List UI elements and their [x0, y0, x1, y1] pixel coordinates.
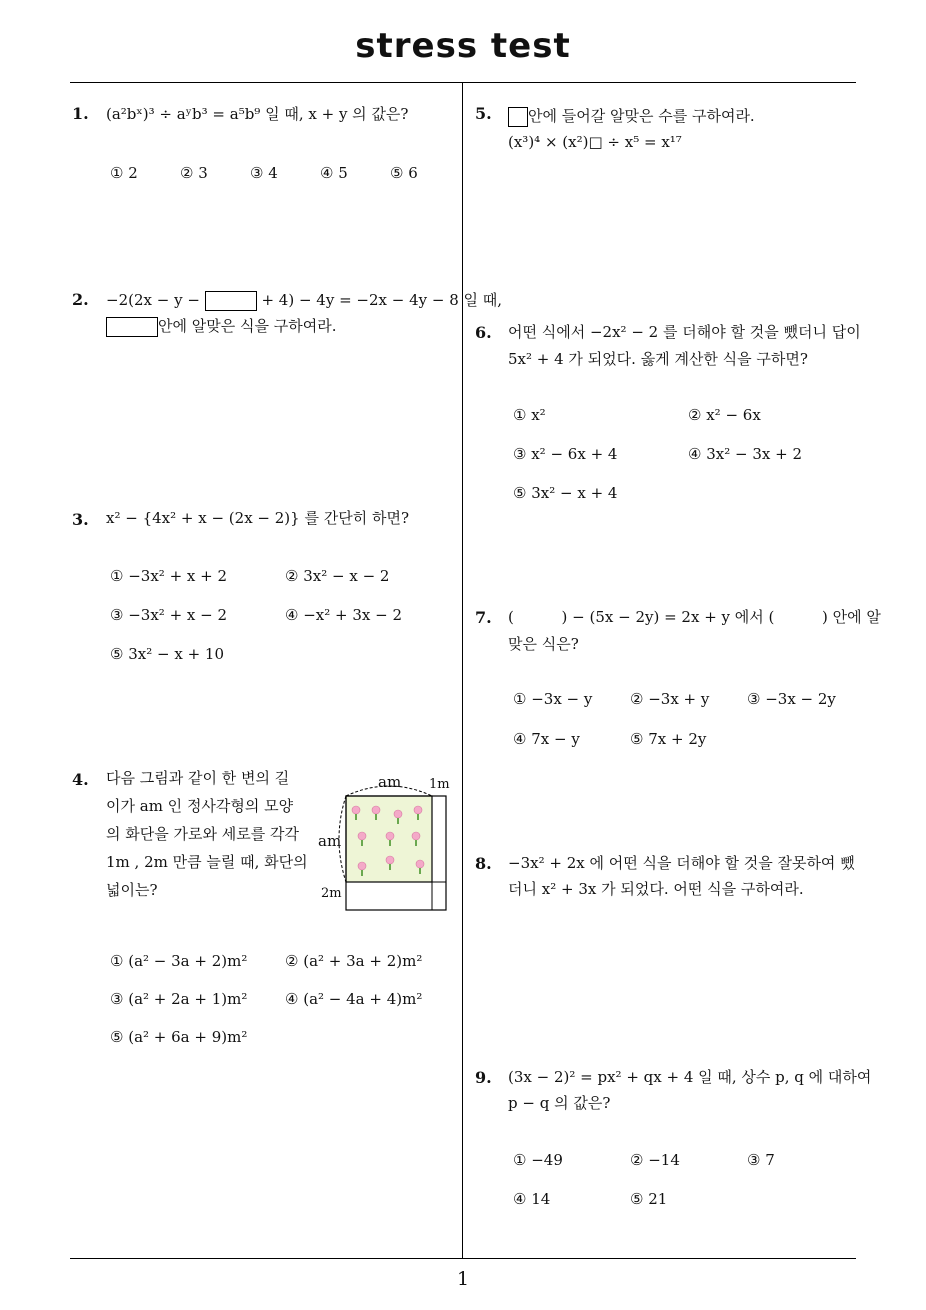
- question-text: 5x² + 4 가 되었다. 옳게 계산한 식을 구하면?: [508, 350, 808, 368]
- choice[interactable]: ④ 3x² − 3x + 2: [688, 445, 802, 463]
- question-text: 어떤 식에서 −2x² − 2 를 더해야 할 것을 뺐더니 답이: [508, 323, 861, 341]
- choice[interactable]: ③ −3x² + x − 2: [110, 606, 228, 624]
- question-number: 9.: [475, 1068, 492, 1087]
- question-text: [106, 312, 336, 340]
- question-line: 넓이는?: [106, 881, 158, 899]
- choice[interactable]: ③ −3x − 2y: [747, 690, 836, 708]
- question-line: 의 화단을 가로와 세로를 각각: [106, 825, 299, 843]
- question-text: x² − {4x² + x − (2x − 2)} 를 간단히 하면?: [106, 509, 409, 527]
- choice[interactable]: ② 3x² − x − 2: [285, 567, 390, 585]
- choice[interactable]: ④ 7x − y: [513, 730, 580, 748]
- choice[interactable]: ⑤ 3x² − x + 10: [110, 645, 224, 663]
- choice[interactable]: ⑤ 21: [630, 1190, 668, 1208]
- answer-box: [106, 317, 158, 337]
- question-text: [106, 764, 308, 904]
- question-text: 더니 x² + 3x 가 되었다. 어떤 식을 구하여라.: [508, 880, 804, 898]
- question-number: 6.: [475, 323, 492, 342]
- question-line: 1m , 2m 만큼 늘릴 때, 화단의: [106, 853, 308, 871]
- question-line: 다음 그림과 같이 한 변의 길: [106, 769, 290, 787]
- choice[interactable]: ④ (a² − 4a + 4)m²: [285, 990, 423, 1008]
- question-text-part: + 4) − 4y = −2x − 4y − 8 일 때,: [261, 291, 503, 309]
- figure-label-top: am: [378, 773, 402, 791]
- choice[interactable]: ⑤ 7x + 2y: [630, 730, 707, 748]
- page-number: 1: [456, 1268, 470, 1290]
- choice[interactable]: ② 3: [180, 164, 208, 182]
- question-text: −3x² + 2x 에 어떤 식을 더해야 할 것을 잘못하여 뺐: [508, 854, 855, 872]
- choice[interactable]: ③ 7: [747, 1151, 775, 1169]
- choice[interactable]: ① x²: [513, 406, 546, 424]
- figure-label-right: 1m: [429, 777, 450, 792]
- choice[interactable]: ③ x² − 6x + 4: [513, 445, 618, 463]
- question-number: 3.: [72, 510, 89, 529]
- question-number: 8.: [475, 854, 492, 873]
- question-number: 4.: [72, 770, 89, 789]
- choice[interactable]: ⑤ 3x² − x + 4: [513, 484, 618, 502]
- question-text: [106, 286, 502, 314]
- question-text-part: 안에 들어갈 알맞은 수를 구하여라.: [528, 107, 755, 125]
- choice[interactable]: ① −3x − y: [513, 690, 593, 708]
- choice[interactable]: ④ 5: [320, 164, 348, 182]
- column-divider: [462, 82, 463, 1258]
- choice[interactable]: ④ −x² + 3x − 2: [285, 606, 403, 624]
- choice[interactable]: ④ 14: [513, 1190, 551, 1208]
- question-text-part: 안에 알맞은 식을 구하여라.: [158, 317, 337, 335]
- answer-box: [508, 107, 528, 127]
- choice[interactable]: ② (a² + 3a + 2)m²: [285, 952, 423, 970]
- figure-label-bottom: 2m: [321, 886, 342, 901]
- bottom-rule: [70, 1258, 856, 1259]
- choice[interactable]: ② x² − 6x: [688, 406, 761, 424]
- question-number: 1.: [72, 104, 89, 123]
- choice[interactable]: ① (a² − 3a + 2)m²: [110, 952, 248, 970]
- choice[interactable]: ① 2: [110, 164, 138, 182]
- question-text-part: −2(2x − y −: [106, 291, 200, 309]
- question-text: ( ) − (5x − 2y) = 2x + y 에서 ( ) 안에 알: [508, 608, 881, 626]
- question-line: 이가 am 인 정사각형의 모양: [106, 797, 294, 815]
- question-text: [508, 102, 755, 130]
- top-rule: [70, 82, 856, 83]
- choice[interactable]: ② −3x + y: [630, 690, 710, 708]
- question-text: (x³)⁴ × (x²)□ ÷ x⁵ = x¹⁷: [508, 133, 682, 151]
- question-number: 7.: [475, 608, 492, 627]
- choice[interactable]: ⑤ (a² + 6a + 9)m²: [110, 1028, 248, 1046]
- question-number: 5.: [475, 104, 492, 123]
- page-title: stress test: [355, 26, 571, 66]
- question-text: (3x − 2)² = px² + qx + 4 일 때, 상수 p, q 에 대하여: [508, 1068, 872, 1086]
- choice[interactable]: ② −14: [630, 1151, 680, 1169]
- answer-box: [205, 291, 257, 311]
- choice[interactable]: ⑤ 6: [390, 164, 418, 182]
- question-text: (a²bˣ)³ ÷ aʸb³ = a⁵b⁹ 일 때, x + y 의 값은?: [106, 105, 409, 123]
- question-text: p − q 의 값은?: [508, 1094, 611, 1112]
- figure-label-left: am: [318, 832, 342, 850]
- question-text: 맞은 식은?: [508, 635, 579, 653]
- choice[interactable]: ① −3x² + x + 2: [110, 567, 228, 585]
- choice[interactable]: ① −49: [513, 1151, 563, 1169]
- question-number: 2.: [72, 290, 89, 309]
- choice[interactable]: ③ (a² + 2a + 1)m²: [110, 990, 248, 1008]
- choice[interactable]: ③ 4: [250, 164, 278, 182]
